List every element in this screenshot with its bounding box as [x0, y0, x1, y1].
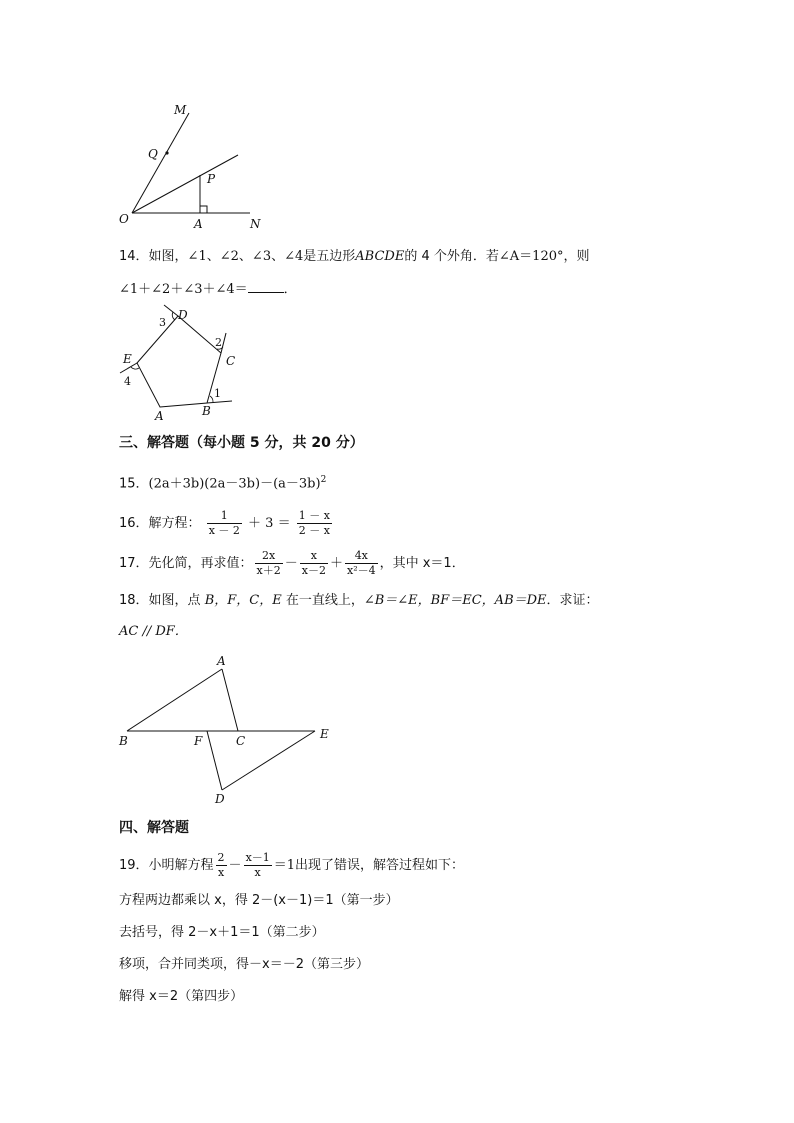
- answer-blank[interactable]: [248, 280, 284, 293]
- right-angle-mark: [200, 206, 207, 213]
- label-b: B: [119, 734, 128, 748]
- label-4: 4: [124, 375, 131, 388]
- section-4-heading: 四、解答题: [119, 820, 189, 836]
- q14-post: 的 4 个外角．若: [404, 249, 499, 264]
- label-2: 2: [215, 336, 222, 349]
- q16-fraction-2: $\frac{1 - x}{2 - x}$: [298, 509, 330, 537]
- q18-mid: 在一直线上，: [281, 593, 364, 608]
- q14-sep1: 、: [206, 249, 220, 264]
- q14-prefix: 14．如图，: [119, 249, 188, 264]
- q17-fraction-3: $\frac{4x}{\text{x²－4}}$: [346, 549, 376, 577]
- q19-minus: －: [228, 858, 242, 873]
- question-17: [119, 548, 465, 580]
- label-a: A: [217, 654, 226, 668]
- q16-label: 16．解方程：: [119, 516, 201, 531]
- q19-fraction-1: $\frac{2}{x}$: [217, 851, 225, 879]
- ext-line-d: [164, 305, 178, 316]
- question-18-line1: [119, 591, 599, 611]
- label-d: D: [215, 792, 225, 806]
- label-b: B: [202, 404, 211, 418]
- q15-expression: (2a＋3b)(2a－3b)－(a－3b): [148, 476, 321, 492]
- section-3-heading: 三、解答题（每小题 5 分，共 20 分）: [119, 435, 364, 451]
- q19-fraction-2: $\frac{x-1}{x}$: [245, 851, 270, 879]
- q18-condition: ∠B＝∠E，BF＝EC，AB＝DE: [363, 593, 547, 608]
- q19-tail: 出现了错误，解答过程如下：: [295, 858, 465, 873]
- q14-period: ．: [283, 282, 297, 297]
- q19-step-2: 去括号，得 2－x＋1＝1（第二步）: [119, 925, 325, 940]
- q14-angle3: ∠3: [251, 249, 272, 264]
- question-14-line2: [119, 280, 297, 300]
- q19-step-4: 解得 x＝2（第四步）: [119, 989, 244, 1004]
- q17-label: 17．先化简，再求值：: [119, 556, 253, 571]
- q19-equals: ＝1: [273, 858, 296, 873]
- pentagon-figure: [115, 305, 245, 425]
- q17-tail: ，其中 x＝1．: [379, 556, 465, 571]
- question-15: [119, 470, 326, 494]
- q16-fraction-1: $\frac{1}{x - 2}$: [208, 509, 240, 537]
- question-14-line1: [119, 247, 590, 267]
- label-d: D: [178, 308, 188, 322]
- label-o: O: [119, 212, 129, 226]
- q14-polygon: ABCDE: [355, 249, 405, 264]
- q17-fraction-2: $\frac{x}{x-2}$: [301, 549, 326, 577]
- q19-label: 19．小明解方程: [119, 858, 214, 873]
- q14-angle4: ∠4: [284, 249, 304, 264]
- question-19: [119, 850, 464, 882]
- angle-figure-mon: [110, 100, 280, 235]
- q19-step-3: 移项，合并同类项，得－x＝－2（第三步）: [119, 957, 369, 972]
- label-a: A: [155, 409, 164, 423]
- label-f: F: [194, 734, 203, 748]
- arc-angle-4: [131, 367, 139, 369]
- question-18-line2: AC // DF．: [119, 624, 188, 639]
- segment-fd: [207, 731, 222, 790]
- q14-sep3: 、: [271, 249, 285, 264]
- question-16: [119, 508, 334, 540]
- label-e: E: [320, 727, 329, 741]
- q14-mid: 是五边形: [303, 249, 356, 264]
- q17-plus: ＋: [329, 556, 343, 571]
- label-c: C: [236, 734, 246, 748]
- label-n: N: [250, 217, 261, 231]
- label-m: M: [174, 103, 187, 117]
- q14-angle2: ∠2: [219, 249, 239, 264]
- q19-step-1: 方程两边都乘以 x，得 2－(x－1)＝1（第一步）: [119, 893, 399, 908]
- ray-om: [132, 113, 189, 213]
- q14-sum-expression: ∠1＋∠2＋∠3＋∠4＝: [119, 282, 248, 297]
- q18-points: B，F，C，E: [204, 593, 282, 608]
- q18-end: ．求证：: [546, 593, 599, 608]
- label-3: 3: [159, 316, 166, 329]
- label-q: Q: [148, 147, 158, 161]
- label-1: 1: [214, 387, 221, 400]
- q15-exponent: 2: [320, 475, 327, 485]
- q16-plus-three: ＋ 3 ＝: [248, 516, 291, 531]
- q18-prefix: 18．如图，点: [119, 593, 205, 608]
- q14-condition: ∠A＝120°: [498, 249, 564, 264]
- label-e: E: [123, 352, 132, 366]
- label-c: C: [226, 354, 236, 368]
- point-q: [165, 151, 168, 154]
- arc-angle-1: [210, 396, 213, 402]
- q17-fraction-1: $\frac{2x}{x+2}$: [256, 549, 281, 577]
- pentagon-abcde: [137, 316, 221, 407]
- q15-label: 15．: [119, 476, 149, 492]
- segment-ba: [127, 669, 222, 731]
- q14-sep2: 、: [238, 249, 252, 264]
- label-p: P: [207, 172, 216, 186]
- label-a: A: [194, 217, 203, 231]
- q17-minus: －: [284, 556, 298, 571]
- ray-op: [132, 155, 238, 213]
- ext-line-b: [207, 401, 232, 403]
- q14-end: ，则: [563, 249, 590, 264]
- segment-ac: [222, 669, 238, 731]
- q14-angle1: ∠1: [187, 249, 207, 264]
- triangles-figure: [115, 650, 345, 810]
